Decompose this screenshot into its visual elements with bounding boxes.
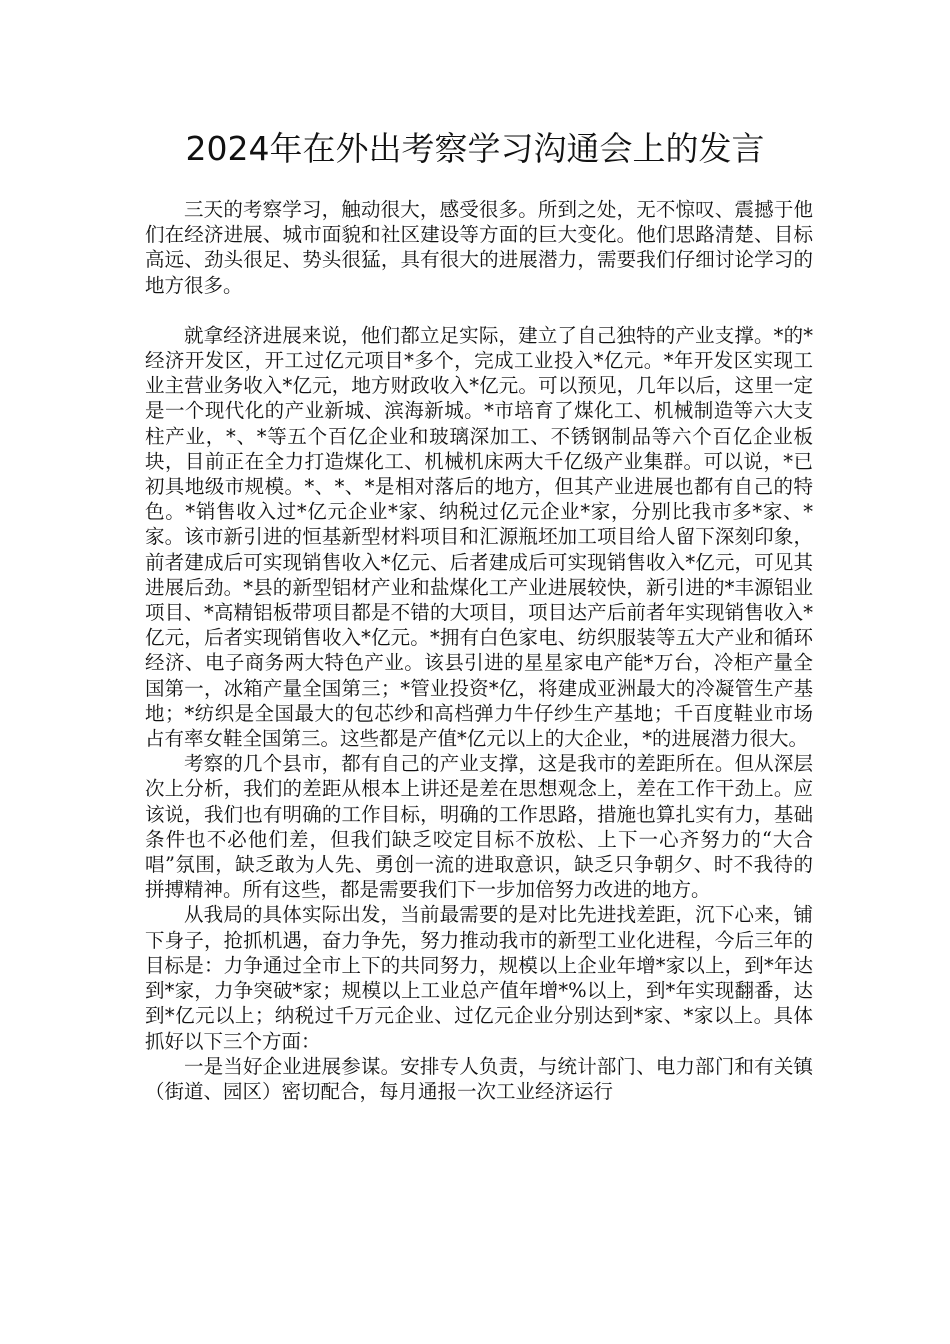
paragraph-gap-analysis: 考察的几个县市，都有自己的产业支撑，这是我市的差距所在。但从深层次上分析，我们的差距从根本上讲还是差在思想观念上，差在工作干劲上。应该说，我们也有明确的工作目标，明确的工作思路，措施也算扎实有力，基础条件也不必他们差，但我们缺乏咬定目标不放松、上下一心齐努力的“大合唱”氛围，缺乏敢为人先、勇创一流的进取意识，缺乏只争朝夕、时不我待的拼搏精神。所有这些，都是需要我们下一步加倍努力改进的地方。 — [145, 752, 813, 902]
document-title: 2024年在外出考察学习沟通会上的发言 — [185, 129, 765, 168]
paragraph-measure-one: 一是当好企业进展参谋。安排专人负责，与统计部门、电力部门和有关镇（街道、园区）密切配合，每月通报一次工业经济运行 — [145, 1054, 813, 1103]
paragraph-intro: 三天的考察学习，触动很大，感受很多。所到之处，无不惊叹、震撼于他们在经济进展、城市面貌和社区建设等方面的巨大变化。他们思路清楚、目标高远、劲头很足、势头很猛，具有很大的进展潜力，需要我们仔细讨论学习的地方很多。 — [145, 198, 813, 297]
document-body — [145, 197, 813, 1104]
paragraph-goals: 从我局的具体实际出发，当前最需要的是对比先进找差距，沉下心来，铺下身子，抢抓机遇，奋力争先，努力推动我市的新型工业化进程，今后三年的目标是：力争通过全市上下的共同努力，规模以上企业年增*家以上，到*年达到*家，力争突破*家；规模以上工业总产值年增*%以上，到*年实现翻番，达到*亿元以上；纳税过千万元企业、过亿元企业分别达到*家、*家以上。具体抓好以下三个方面： — [145, 903, 813, 1053]
paragraph-economy: 就拿经济进展来说，他们都立足实际，建立了自己独特的产业支撑。*的*经济开发区，开工过亿元项目*多个，完成工业投入*亿元。*年开发区实现工业主营业务收入*亿元，地方财政收入*亿元。可以预见，几年以后，这里一定是一个现代化的产业新城、滨海新城。*市培育了煤化工、机械制造等六大支柱产业，*、*等五个百亿企业和玻璃深加工、不锈钢制品等六个百亿企业板块，目前正在全力打造煤化工、机械机床两大千亿级产业集群。可以说，*已初具地级市规模。*、*、*是相对落后的地方，但其产业进展也都有自己的特色。*销售收入过*亿元企业*家、纳税过亿元企业*家，分别比我市多*家、*家。该市新引进的恒基新型材料项目和汇源瓶坯加工项目给人留下深刻印象，前者建成后可实现销售收入*亿元、后者建成后可实现销售收入*亿元，可见其进展后劲。*县的新型铝材产业和盐煤化工产业进展较快，新引进的*丰源铝业项目、*高精铝板带项目都是不错的大项目，项目达产后前者年实现销售收入*亿元，后者实现销售收入*亿元。*拥有白色家电、纺织服装等五大产业和循环经济、电子商务两大特色产业。该县引进的星星家电产能*万台，冷柜产量全国第一，冰箱产量全国第三；*管业投资*亿，将建成亚洲最大的冷凝管生产基地；*纺织是全国最大的包芯纱和高档弹力牛仔纱生产基地；千百度鞋业市场占有率女鞋全国第三。这些都是产值*亿元以上的大企业，*的进展潜力很大。 — [145, 323, 813, 751]
